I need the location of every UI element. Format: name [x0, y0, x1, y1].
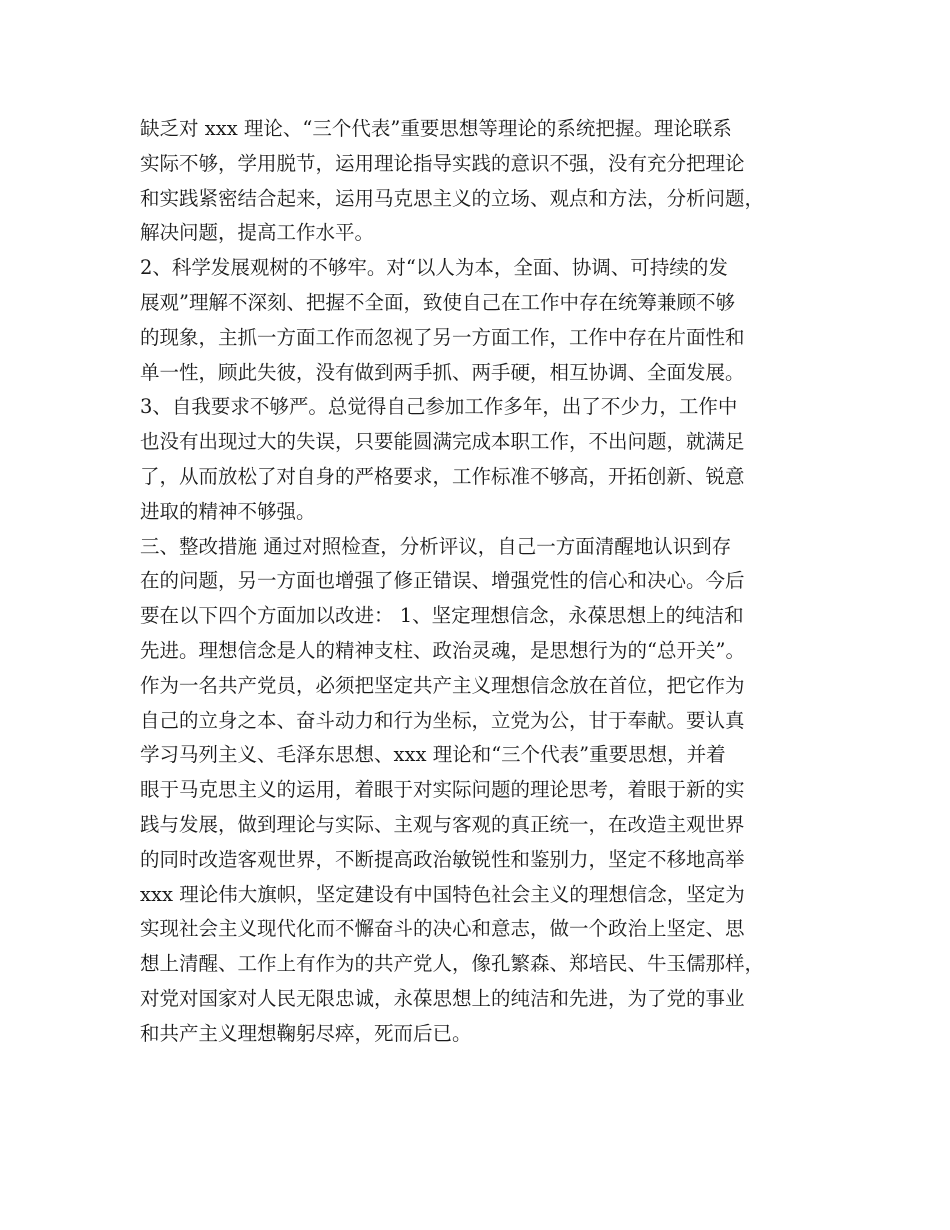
- text-line: 想上清醒、工作上有作为的共产党人，像孔繁森、郑培民、牛玉儒那样，: [140, 952, 765, 976]
- text-line: 和共产主义理想鞠躬尽瘁，死而后已。: [140, 1021, 472, 1045]
- text-line: 自己的立身之本、奋斗动力和行为坐标，立党为公，甘于奉献。要认真: [140, 708, 745, 732]
- text-line: 解决问题，提高工作水平。: [140, 221, 375, 245]
- text-line: 3、自我要求不够严。总觉得自己参加工作多年，出了不少力，工作中: [140, 395, 738, 419]
- text-line: 也没有出现过大的失误，只要能圆满完成本职工作，不出问题，就满足: [140, 430, 745, 454]
- text-line: 2、科学发展观树的不够牢。对“以人为本，全面、协调、可持续的发: [140, 256, 728, 280]
- text-line: 实际不够，学用脱节，运用理论指导实践的意识不强，没有充分把理论: [140, 151, 745, 175]
- text-line: 对党对国家对人民无限忠诚，永葆思想上的纯洁和先进，为了党的事业: [140, 986, 745, 1010]
- text-line: 的同时改造客观世界，不断提高政治敏锐性和鉴别力，坚定不移地高举: [140, 847, 745, 871]
- text-line: 了，从而放松了对自身的严格要求，工作标准不够高，开拓创新、锐意: [140, 464, 745, 488]
- text-line: 单一性，顾此失彼，没有做到两手抓、两手硬，相互协调、全面发展。: [140, 360, 745, 384]
- text-line: 在的问题，另一方面也增强了修正错误、增强党性的信心和决心。今后: [140, 569, 745, 593]
- text-line: 先进。理想信念是人的精神支柱、政治灵魂，是思想行为的“总开关”。: [140, 638, 745, 662]
- text-line: 三、整改措施 通过对照检查，分析评议，自己一方面清醒地认识到存: [140, 534, 732, 558]
- text-line: 要在以下四个方面加以改进： 1、坚定理想信念，永葆思想上的纯洁和: [140, 604, 744, 628]
- text-line: 缺乏对 xxx 理论、“三个代表”重要思想等理论的系统把握。理论联系: [140, 117, 732, 140]
- text-line: 眼于马克思主义的运用，着眼于对实际问题的理论思考，着眼于新的实: [140, 778, 745, 802]
- text-line: 的现象，主抓一方面工作而忽视了另一方面工作，工作中存在片面性和: [140, 325, 745, 349]
- text-line: 和实践紧密结合起来，运用马克思主义的立场、观点和方法，分析问题，: [140, 186, 765, 210]
- text-line: 作为一名共产党员，必须把坚定共产主义理想信念放在首位，把它作为: [140, 673, 745, 697]
- text-line: 学习马列主义、毛泽东思想、xxx 理论和“三个代表”重要思想，并着: [140, 743, 726, 767]
- text-line: 进取的精神不够强。: [140, 499, 316, 523]
- text-line: 实现社会主义现代化而不懈奋斗的决心和意志，做一个政治上坚定、思: [140, 917, 745, 941]
- text-line: 践与发展，做到理论与实际、主观与客观的真正统一，在改造主观世界: [140, 812, 745, 836]
- text-line: 展观”理解不深刻、把握不全面，致使自己在工作中存在统筹兼顾不够: [140, 290, 735, 314]
- text-line: xxx 理论伟大旗帜，坚定建设有中国特色社会主义的理想信念，坚定为: [140, 882, 745, 906]
- document-body: [140, 112, 840, 1052]
